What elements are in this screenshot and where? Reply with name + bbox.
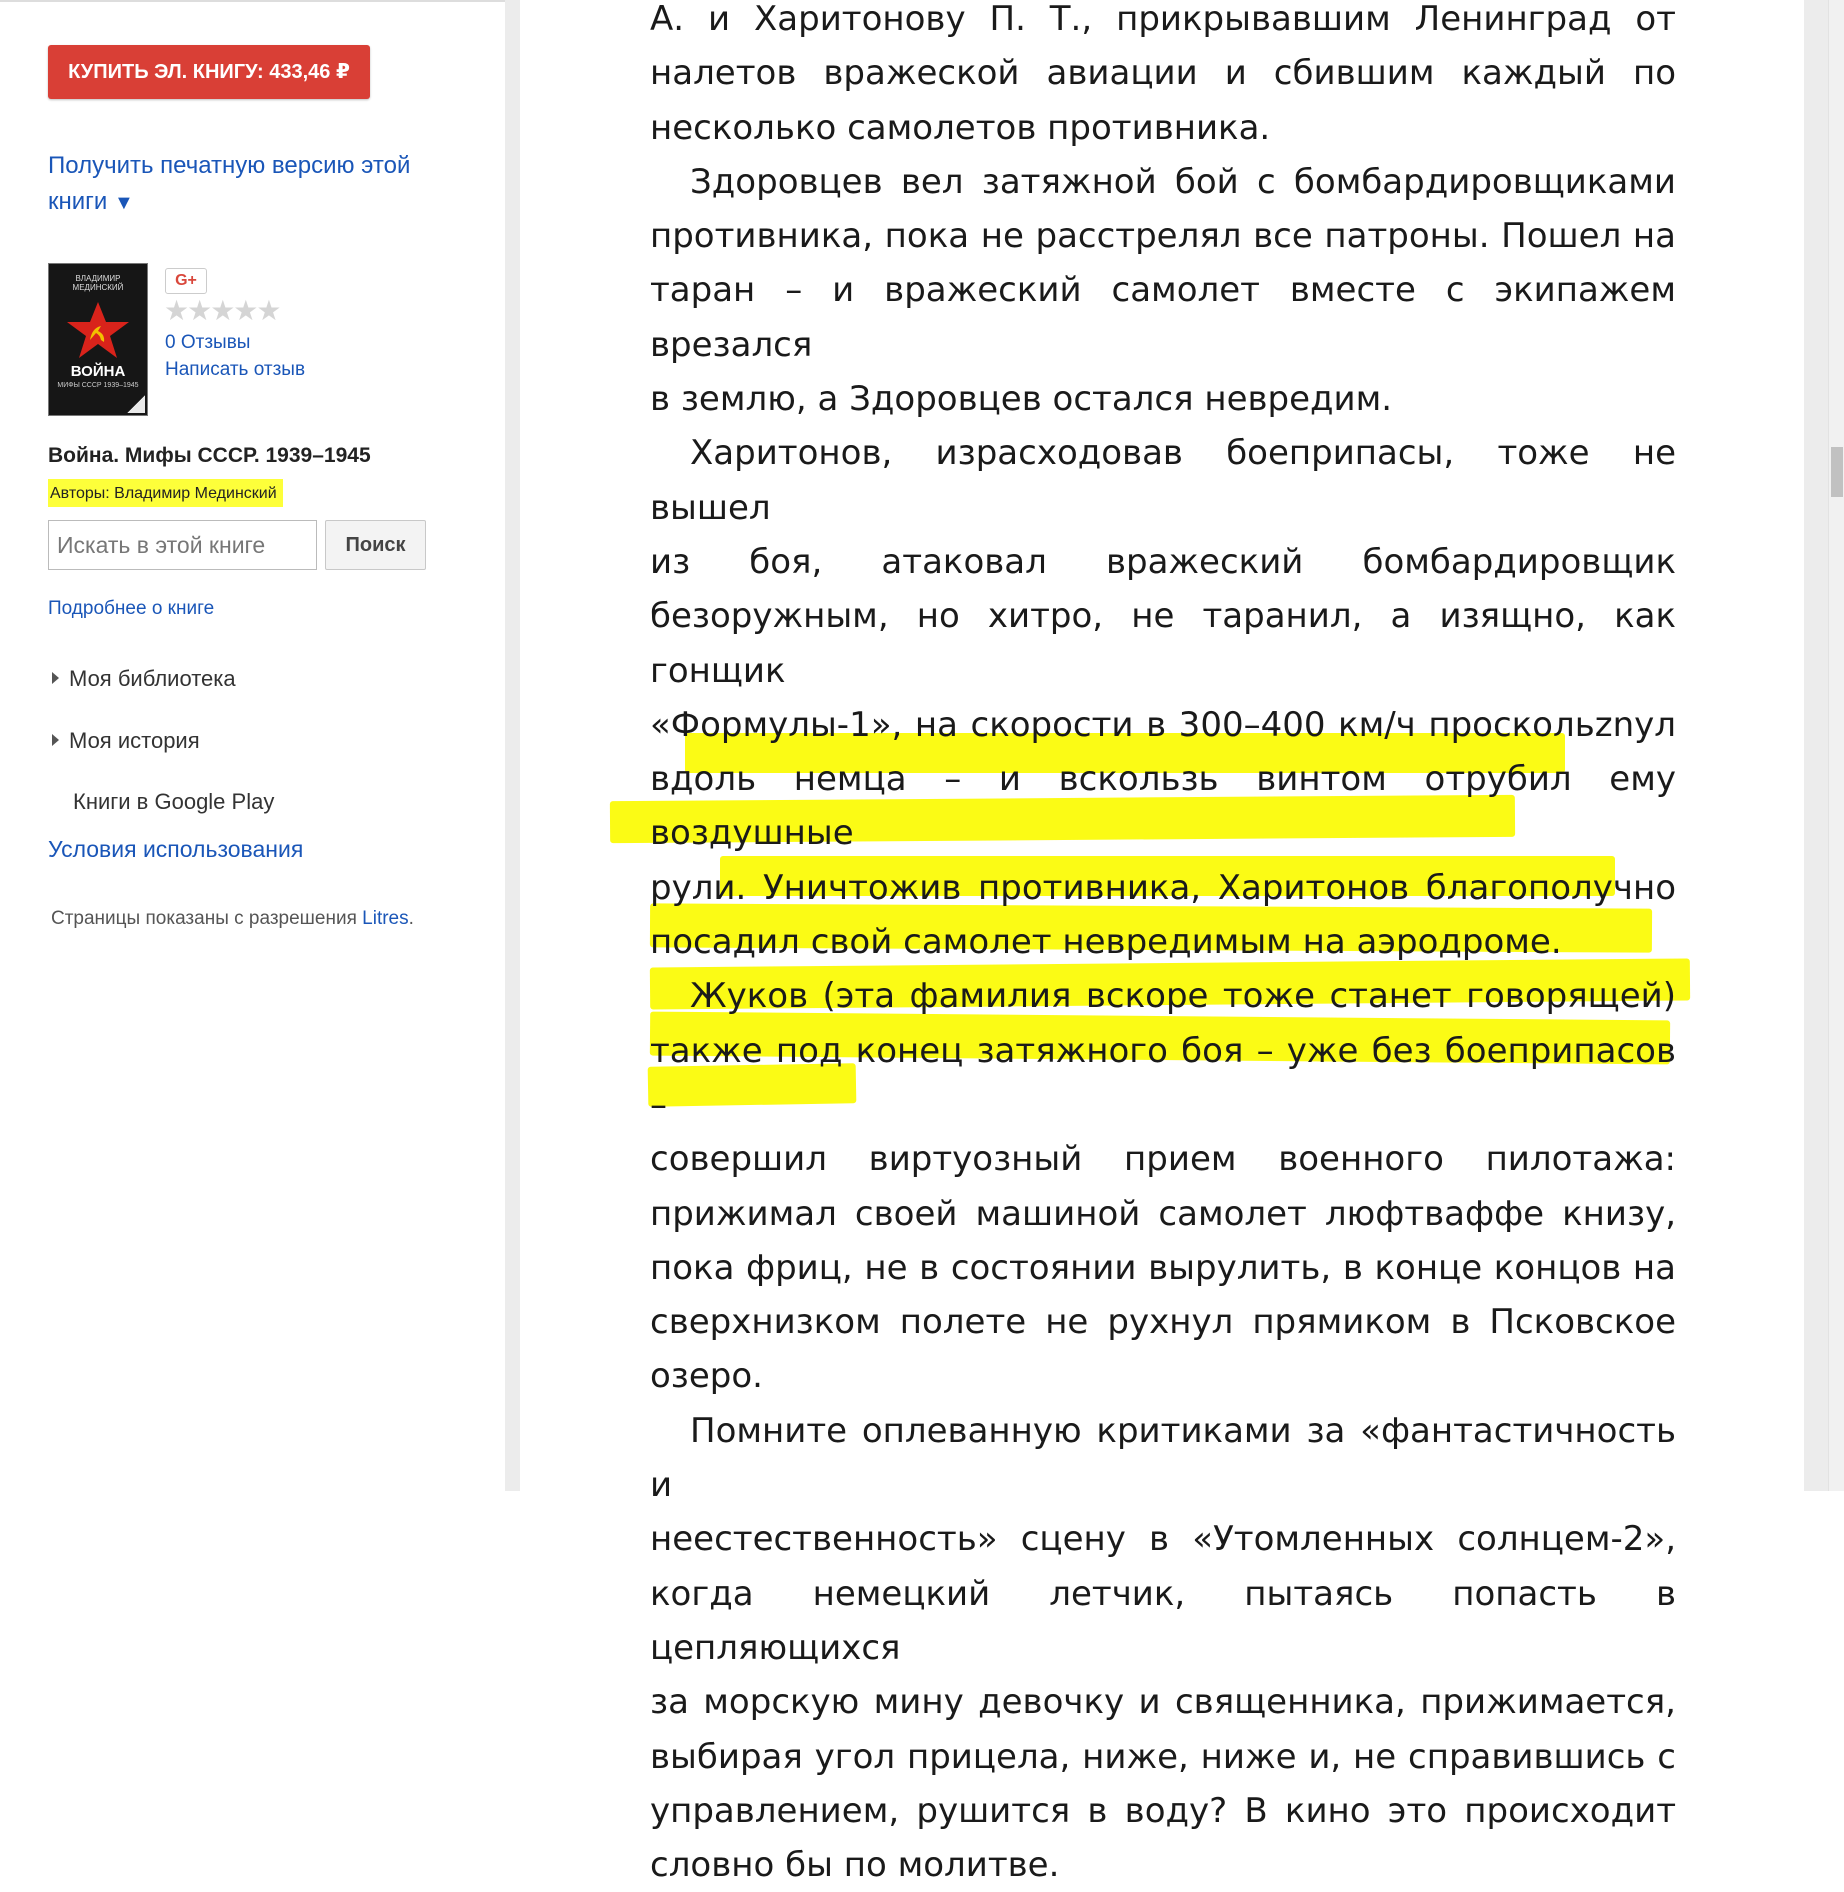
sidebar [0,0,505,1491]
text-line: неестественность» сцену в «Утомленных солнцем-2», [650,1519,1676,1560]
book-text [650,0,1676,1892]
litres-link[interactable]: Litres [362,908,409,929]
permission-note [51,908,414,930]
get-print-version-link[interactable] [48,148,448,221]
permission-end: . [408,908,414,929]
search-button[interactable]: Поиск [325,520,426,570]
text-line: управлением, рушится в воду? В кино это происходит [650,1790,1676,1831]
text-line: несколько самолетов противника. [650,107,1271,148]
text-line: Жуков (эта фамилия вскоре тоже станет говорящей) [690,976,1676,1017]
text-line: прижимал своей машиной самолет люфтваффе книзу, [650,1193,1676,1234]
dropdown-arrow-icon: ▼ [114,192,134,214]
text-line: когда немецкий летчик, пытаясь попасть в цепляющихся [650,1573,1676,1668]
book-title: Война. Мифы СССР. 1939–1945 [48,444,371,467]
text-line: посадил свой самолет невредимым на аэродроме. [650,922,1562,963]
text-line: А. и Харитонову П. Т., прикрывавшим Ленинград от [650,0,1676,39]
text-line: озеро. [650,1356,763,1397]
vertical-scrollbar[interactable] [1828,0,1844,1491]
book-page [520,0,1804,1886]
expand-triangle-icon [52,672,59,684]
terms-of-use-link[interactable]: Условия использования [48,836,304,862]
rating-stars[interactable]: ★★★★★ [164,295,280,326]
red-star-icon [63,300,133,360]
menu-my-library[interactable] [52,666,236,692]
text-line: совершил виртуозный прием военного пилотажа: [650,1139,1676,1180]
reviews-link[interactable]: 0 Отзывы [165,332,251,353]
text-line: за морскую мину девочку и священника, прижимается, [650,1682,1676,1723]
top-divider [0,0,505,2]
text-line: выбирая угол прицела, ниже, ниже и, не справившись с [650,1736,1676,1777]
authors-label: Авторы: Владимир Мединский [48,479,283,507]
text-line: «Формулы-1», на скорости в 300–400 км/ч проскольznул [650,704,1676,745]
print-link-label: Получить печатную версию этой [48,152,411,179]
text-line: Здоровцев вел затяжной бой с бомбардировщиками [690,161,1676,202]
text-line: налетов вражеской авиации и сбившим каждый по [650,53,1676,94]
cover-author: ВЛАДИМИР МЕДИНСКИЙ [72,274,124,292]
google-plus-button[interactable]: G+ [165,268,207,294]
menu-label: Моя история [69,728,200,753]
permission-text: Страницы показаны с разрешения [51,908,363,929]
menu-google-play-books[interactable] [52,789,274,815]
text-line: противника, пока не расстрелял все патроны. Пошел на [650,216,1676,257]
cover-subtitle: МИФЫ СССР 1939–1945 [57,382,139,389]
text-line: в землю, а Здоровцев остался невредим. [650,379,1393,420]
cover-title: ВОЙНА [70,363,126,380]
text-line: рули. Уничтожив противника, Харитонов благополучно [650,867,1676,908]
expand-triangle-icon [52,734,59,746]
search-in-book-input[interactable] [48,520,317,570]
text-line: пока фриц, не в состоянии вырулить, в конце концов на [650,1247,1676,1288]
text-line: вдоль немца – и вскользь винтом отрубил ему воздушные [650,759,1676,854]
text-line: из боя, атаковал вражеский бомбардировщик [650,541,1676,582]
book-details-link[interactable]: Подробнее о книге [48,598,215,619]
text-line: Помните оплеванную критиками за «фантастичность и [650,1410,1676,1506]
scrollbar-thumb[interactable] [1831,447,1843,497]
print-link-label-2: книги [48,188,108,215]
text-line: также под конец затяжного боя – уже без боеприпасов – [650,1030,1676,1125]
text-line: сверхнизком полете не рухнул прямиком в Псковское [650,1302,1676,1343]
book-cover[interactable] [48,263,148,416]
text-line: таран – и вражеский самолет вместе с экипажем врезался [650,270,1676,365]
page-curl-icon [127,395,145,413]
text-line: безоружным, но хитро, не таранил, а изящно, как гонщик [650,596,1676,691]
buy-ebook-button[interactable]: КУПИТЬ ЭЛ. КНИГУ: 433,46 ₽ [48,45,370,99]
menu-label: Книги в Google Play [73,789,275,814]
write-review-link[interactable]: Написать отзыв [165,359,306,380]
menu-my-history[interactable] [52,728,200,754]
text-line: словно бы по молитве. [650,1845,1060,1886]
menu-label: Моя библиотека [69,666,236,691]
text-line: Харитонов, израсходовав боеприпасы, тоже не вышел [650,433,1676,528]
